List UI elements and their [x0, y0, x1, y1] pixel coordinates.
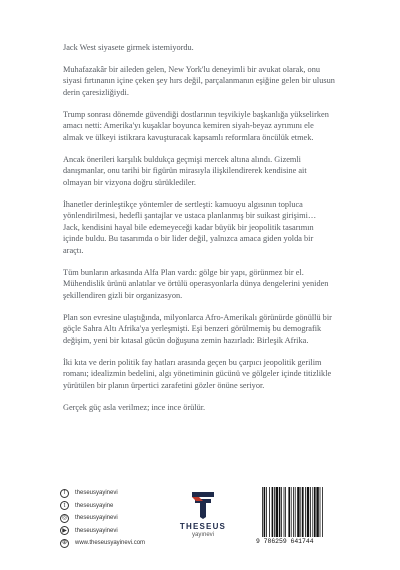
social-link-facebook[interactable]	[60, 487, 145, 500]
blurb-paragraph: Muhafazakâr bir aileden gelen, New York'lu deneyimli bir avukat olarak, onu siyasi fırtınanın içine çeken şey hırs değil, parçalanmanın eşiğine gelen bir ulusun derin çaresizliğiydi.	[63, 64, 335, 97]
barcode-bar	[288, 487, 290, 537]
instagram-icon: ◎	[61, 515, 68, 522]
barcode-bar	[297, 487, 299, 537]
theseus-logo-mark-icon	[190, 490, 216, 520]
barcode-bar	[291, 487, 292, 537]
barcode-bars	[262, 487, 338, 537]
web-icon: ⊕	[61, 540, 68, 547]
blurb-tagline: Gerçek güç asla verilmez; ince ince örülür.	[63, 402, 206, 412]
barcode-bar	[264, 487, 266, 537]
publisher-name: THESEUS	[179, 522, 227, 531]
publisher-logo	[178, 490, 228, 538]
barcode-bar	[310, 487, 311, 537]
website-url: www.theseusyayinevi.com	[75, 540, 146, 547]
twitter-icon: t	[60, 501, 69, 510]
social-link-instagram[interactable]	[60, 512, 145, 525]
barcode-bar	[300, 487, 301, 537]
barcode-bar	[274, 487, 275, 537]
isbn-number: 9 786259 641744	[256, 538, 314, 545]
social-handle: theseusyayinevi	[75, 515, 118, 522]
barcode-bar	[285, 487, 286, 537]
barcode-bar	[312, 487, 313, 537]
blurb-paragraph: İki kıta ve derin politik fay hatları arasında geçen bu çarpıcı jeopolitik gerilim romanı; idealizmin bedelini, algı yönetiminin gücünü ve gölgeler içinde titizlikle yürütülen bir planın ürpertici zarafetini gözler önüne seriyor.	[63, 357, 332, 390]
blurb-paragraph: Tüm bunların arkasında Alfa Plan vardı: gölge bir yapı, görünmez bir el. Mühendislik ürünü anlatılar ve örtülü operasyonlarla dünya dengelerini yeniden şekillendiren gizli bir organizasyon.	[63, 267, 329, 301]
barcode-bar	[279, 487, 281, 537]
barcode-bar	[314, 487, 316, 537]
social-handle: theseusyayine	[75, 502, 114, 509]
barcode-bar	[276, 487, 278, 537]
isbn-barcode	[256, 487, 342, 547]
barcode-bar	[295, 487, 296, 537]
barcode-bar	[322, 487, 323, 537]
blurb-text	[63, 42, 335, 424]
publisher-subtitle: yayınevi	[191, 532, 214, 538]
barcode-bar	[269, 487, 270, 537]
blurb-paragraph: Trump sonrası dönemde güvendiği dostlarının teşvikiyle başkanlığa yükselirken amacı netti: Amerika'yı kuşaklar boyunca kemiren siyah-beyaz ayrımını ele almak ve ülkeyi istikrara kavuşturacak kapsamlı reformlara öncülük etmek.	[63, 109, 329, 142]
social-links	[60, 487, 145, 550]
barcode-bar	[305, 487, 306, 537]
barcode-bar	[281, 487, 282, 537]
barcode-bar	[302, 487, 304, 537]
barcode-bar	[266, 487, 267, 537]
barcode-bar	[272, 487, 274, 537]
barcode-bar	[262, 487, 263, 537]
youtube-icon: ▶	[60, 526, 69, 535]
barcode-bar	[316, 487, 318, 537]
facebook-icon: f	[60, 489, 69, 498]
social-link-youtube[interactable]	[60, 525, 145, 538]
social-handle: theseusyayinevi	[75, 490, 118, 497]
barcode-bar	[320, 487, 321, 537]
social-link-website[interactable]	[60, 537, 145, 550]
barcode-bar	[284, 487, 285, 537]
blurb-paragraph: İhanetler derinleştikçe yöntemler de sertleşti: kamuoyu algısının topluca yönlendirilmesi, hedefli şantajlar ve ustaca planlanmış bir suikast girişimi… Jack, kendisini hayal bile edemeyeceği kadar büyük bir jeopolitik tasarımın içinde buldu. Bu tasarımda o bir lider değil, yalnızca amaca giden yolda bir araçtı.	[63, 199, 317, 256]
social-link-twitter[interactable]	[60, 500, 145, 513]
blurb-paragraph: Ancak önerileri karşılık buldukça geçmişi mercek altına alındı. Gizemli danışmanlar, onu tarihi bir figürün mirasıyla ilişkilendirerek kendisine ait olmayan bir vizyona doğru sürüklediler.	[63, 154, 307, 187]
barcode-bar	[307, 487, 309, 537]
social-handle: theseusyayinevi	[75, 527, 118, 534]
barcode-bar	[293, 487, 294, 537]
blurb-paragraph: Jack West siyasete girmek istemiyordu.	[63, 43, 194, 52]
blurb-paragraph: Plan son evresine ulaştığında, milyonlarca Afro-Amerikalı görünürde gönüllü bir göçle Sahra Altı Afrika'ya yerleşmişti. Eşi benzeri görülmemiş bu demografik değişim, yeni bir kıtasal gücün doğuşuna zemin hazırladı: Birleşik Afrika.	[63, 312, 332, 345]
